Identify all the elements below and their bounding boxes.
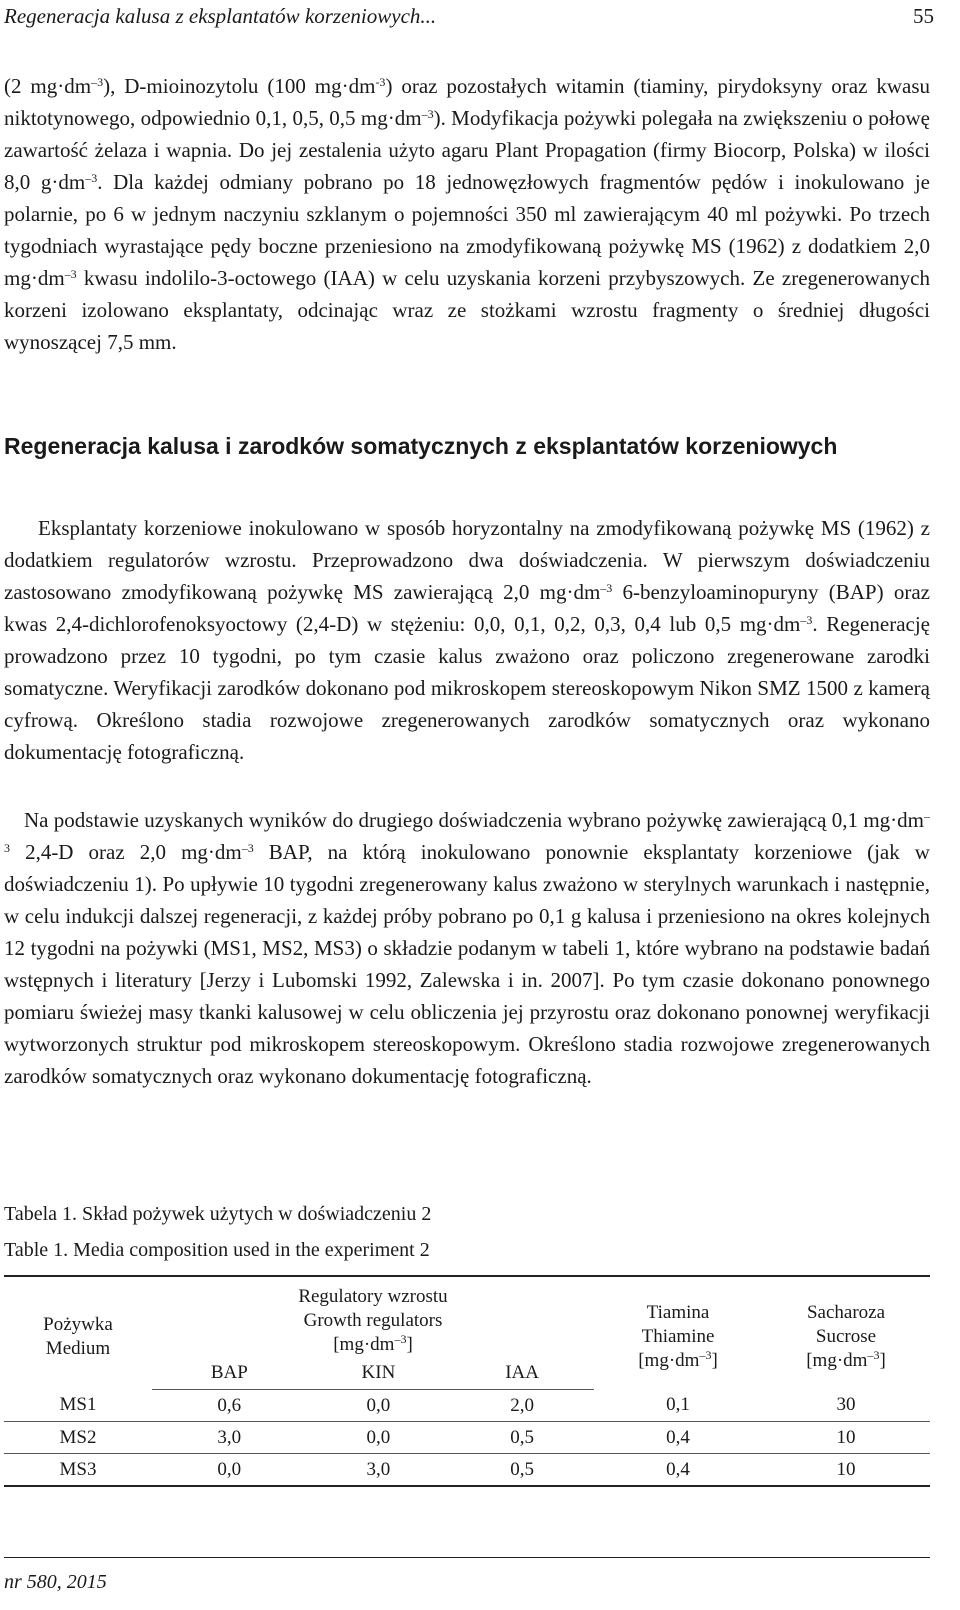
superscript: -3 [375,75,386,89]
page-number: 55 [913,4,934,28]
cell-kin: 0,0 [307,1422,451,1454]
header-thiamine-unit [598,1349,758,1373]
cell-kin: 3,0 [307,1454,451,1487]
header-iaa: IAA [450,1357,594,1390]
header-regulators-pl: Regulatory wzrostu [298,1286,448,1307]
cell-sucrose: 10 [762,1422,930,1454]
text-run: . Dla każdej odmiany pobrano po 18 jednowęzłowych fragmentów pędów i inokulowano je polarnie, po 6 w jednym naczyniu szklanym o pojemności 350 ml zawierającym 40 ml pożywki. Po trzech tygodniach wyrastające pędy boczne przeniesiono na zmodyfikowaną pożywkę MS (1962) z dodatkiem 2,0 mg·dm [4,170,930,290]
cell-iaa: 0,5 [450,1422,594,1454]
superscript: –3 [421,107,434,121]
text-run: ), D-mioinozytolu (100 mg·dm [103,74,376,98]
header-sucrose-en: Sucrose [815,1326,877,1348]
header-regulators-en: Growth regulators [303,1310,443,1331]
page-header [4,4,934,34]
cell-bap: 3,0 [152,1422,307,1454]
table-header-row [4,1276,930,1357]
paragraph-second-experiment [4,804,930,1092]
unit-text: [mg·dm [638,1350,700,1372]
footer-divider [4,1557,930,1558]
paragraph-first-experiment [4,512,930,768]
text-run: . Regenerację prowadzono przez 10 tygodni, po tym czasie kalus zważono oraz policzono zregenerowane zarodki somatyczne. Weryfikacji zarodków dokonano pod mikroskopem stereoskopowym Nikon SMZ 1500 z kamerą cyfrową. Określono stadia rozwojowe zregenerowanych zarodków somatycznych oraz wykonano dokumentację fotograficzną. [4,612,930,764]
text-run: BAP, na którą inokulowano ponownie eksplantaty korzeniowe (jak w doświadczeniu 1). Po upływie 10 tygodni zregenerowany kalus zważono w sterylnych warunkach i następnie, w celu indukcji dalszej regeneracji, z każdej próby pobrano po 0,1 g kalusa i przeniesiono na okres kolejnych 12 tygodni na pożywki (MS1, MS2, MS3) o składzie podanym w tabeli 1, które wybrano na podstawie badań wstępnych i literatury [Jerzy i Lubomski 1992, Zalewska i in. 2007]. Po tym czasie dokonano ponownego pomiaru świeżej masy tkanki kalusowej w celu obliczenia jej przyrostu oraz dokonano ponownej weryfikacji wytworzonych struktur pod mikroskopem stereoskopowym. Określono stadia rozwojowe zregenerowanych zarodków somatycznych oraz wykonano dokumentację fotograficzną. [4,840,930,1088]
superscript: –3 [394,1332,407,1346]
header-medium-en: Medium [45,1338,111,1360]
cell-iaa: 2,0 [450,1390,594,1422]
header-thiamine-en: Thiamine [641,1326,715,1348]
cell-kin: 0,0 [307,1390,451,1422]
superscript: –3 [91,75,104,89]
text-run: 6-benzyloaminopuryny (BAP) oraz kwas 2,4-dichlorofenoksyoctowy (2,4-D) w stężeniu: 0,0, 0,1, 0,2, 0,3, 0,4 lub 0,5 mg·dm [4,580,930,636]
superscript: –3 [699,1348,712,1363]
cell-thiamine: 0,4 [594,1454,762,1487]
header-regulators-unit [156,1333,590,1357]
unit-text: [mg·dm [333,1334,395,1355]
media-composition-table [4,1275,930,1487]
header-bap: BAP [152,1357,307,1390]
superscript: –3 [800,613,813,627]
text-run: kwasu indolilo-3-octowego (IAA) w celu uzyskania korzeni przybyszowych. Ze zregenerowanych korzeni izolowano eksplantaty, odcinając wraz ze stożkami wzrostu fragmenty o średniej długości wynoszącej 7,5 mm. [4,266,930,354]
header-medium-pl: Pożywka [43,1314,113,1336]
text-run: ). Modyfikacja pożywki polegała na zwiększeniu o połowę zawartość żelaza i wapnia. Do jej zestalenia użyto agaru Plant Propagation (firmy Biocorp, Polska) w ilości 8,0 g·dm [4,106,930,194]
unit-text: ] [711,1350,718,1372]
table-caption-polish: Tabela 1. Skład pożywek użytych w doświadczeniu 2 [4,1203,432,1225]
unit-text: [mg·dm [806,1350,868,1372]
header-medium [4,1276,152,1390]
cell-medium: MS2 [4,1422,152,1454]
header-thiamine-pl: Tiamina [646,1302,710,1324]
superscript: –3 [867,1348,880,1363]
cell-sucrose: 10 [762,1454,930,1487]
header-sucrose [762,1276,930,1390]
header-kin: KIN [307,1357,451,1390]
superscript: –3 [4,809,930,855]
text-run: Na podstawie uzyskanych wyników do drugiego doświadczenia wybrano pożywkę zawierającą 0,1 mg·dm [24,808,924,832]
cell-thiamine: 0,1 [594,1390,762,1422]
text-run: (2 mg·dm [4,74,92,98]
unit-text: ] [406,1334,413,1355]
cell-bap: 0,6 [152,1390,307,1422]
header-thiamine [594,1276,762,1390]
running-title: Regeneracja kalusa z eksplantatów korzeniowych... [4,4,437,28]
unit-text: ] [879,1350,886,1372]
header-sucrose-unit [766,1349,926,1373]
superscript: –3 [600,581,613,595]
paragraph-media-preparation [4,70,930,358]
header-sucrose-pl: Sacharoza [806,1302,886,1324]
section-heading: Regeneracja kalusa i zarodków somatycznych z eksplantatów korzeniowych [4,433,838,459]
text-run: ) oraz pozostałych witamin (tiaminy, pirydoksyny oraz kwasu niktotynowego, odpowiednio 0,1, 0,5, 0,5 mg·dm [4,74,931,130]
table-row [4,1422,930,1454]
header-growth-regulators [152,1276,594,1357]
cell-medium: MS3 [4,1454,152,1487]
text-run: 2,4-D oraz 2,0 mg·dm [10,840,242,864]
cell-medium: MS1 [4,1390,152,1422]
cell-sucrose: 30 [762,1390,930,1422]
text-run: Eksplantaty korzeniowe inokulowano w sposób horyzontalny na zmodyfikowaną pożywkę MS (1962) z dodatkiem regulatorów wzrostu. Przeprowadzono dwa doświadczenia. W pierwszym doświadczeniu zastosowano zmodyfikowaną pożywkę MS zawierającą 2,0 mg·dm [4,516,930,604]
table-row [4,1454,930,1487]
superscript: –3 [85,171,98,185]
superscript: –3 [241,841,254,855]
table-row [4,1390,930,1422]
cell-bap: 0,0 [152,1454,307,1487]
table-body [4,1390,930,1487]
superscript: –3 [64,267,77,281]
cell-iaa: 0,5 [450,1454,594,1487]
cell-thiamine: 0,4 [594,1422,762,1454]
footer-journal-note: nr 580, 2015 [4,1571,107,1593]
table-caption-english: Table 1. Media composition used in the experiment 2 [4,1239,430,1261]
